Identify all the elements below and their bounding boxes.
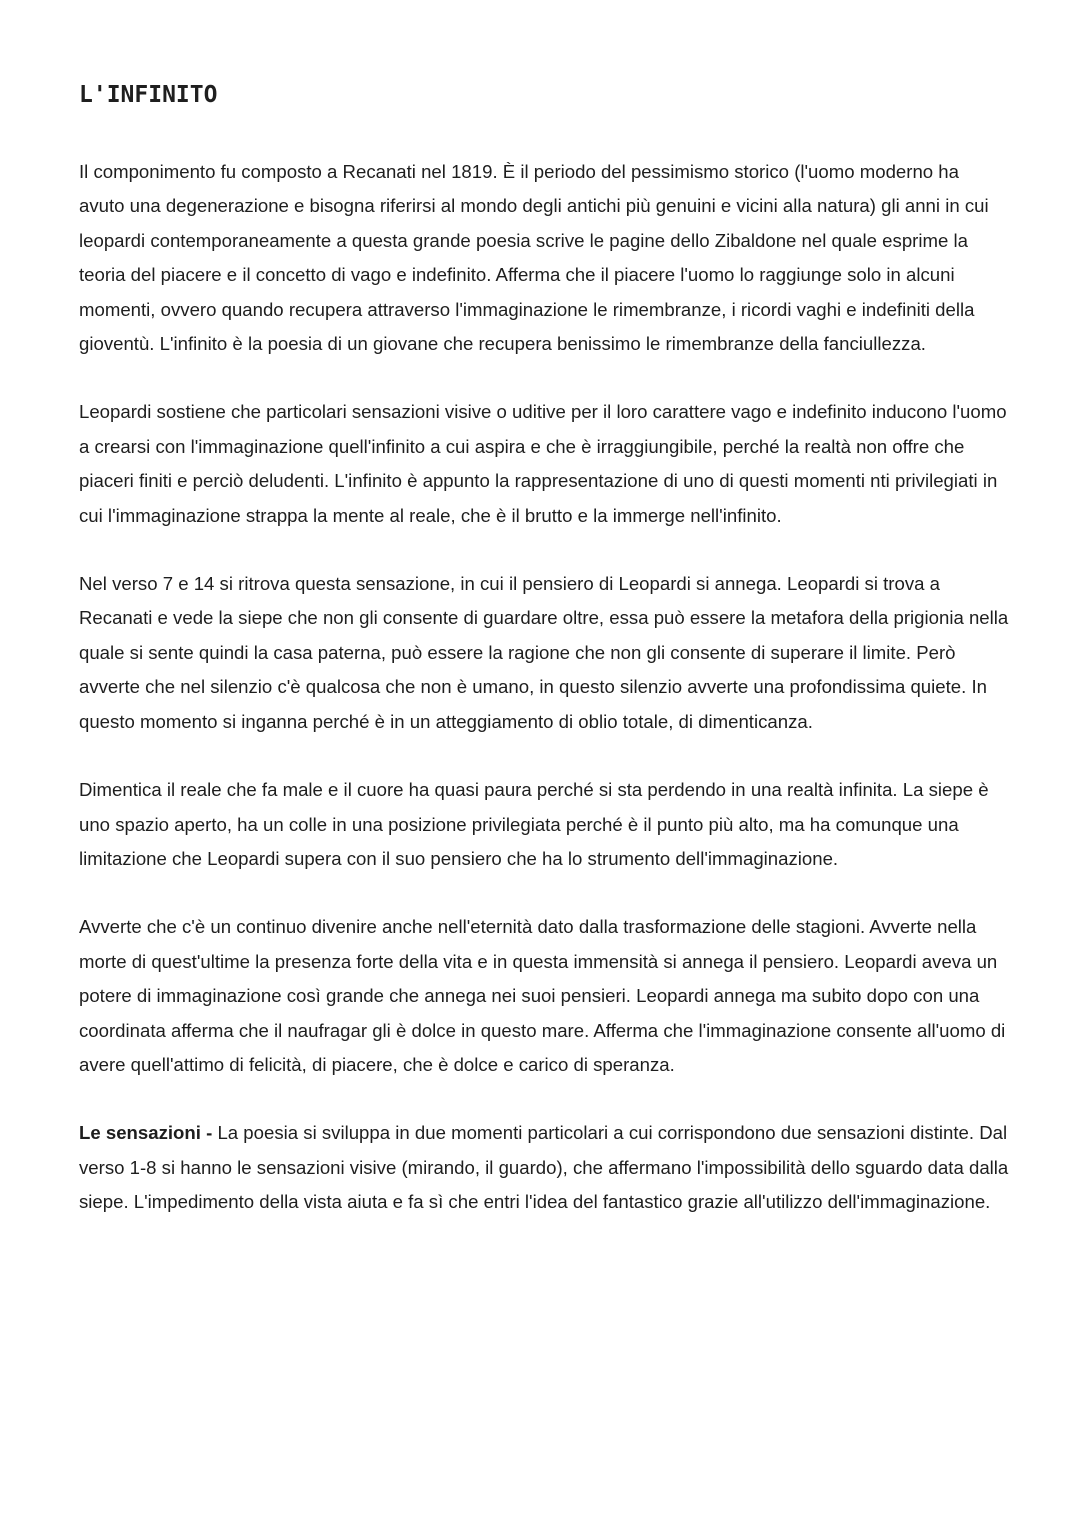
paragraph-2: Leopardi sostiene che particolari sensazioni visive o uditive per il loro carattere vago e indefinito inducono l'uomo a crearsi con l'immaginazione quell'infinito a cui aspira e che è irraggiungibile, perché la realtà non offre che piaceri finiti e perciò deludenti. L'infinito è appunto la rappresentazione di uno di questi momenti nti privilegiati in cui l'immaginazione strappa la mente al reale, che è il brutto e la immerge nell'infinito. — [79, 401, 1007, 526]
paragraph-3: Nel verso 7 e 14 si ritrova questa sensazione, in cui il pensiero di Leopardi si annega. Leopardi si trova a Recanati e vede la siepe che non gli consente di guardare oltre, essa può essere la metafora della prigionia nella quale si sente quindi la casa paterna, può essere la ragione che non gli consente di superare il limite. Però avverte che nel silenzio c'è qualcosa che non è umano, in questo silenzio avverte una profondissima quiete. In questo momento si inganna perché è in un atteggiamento di oblio totale, di dimenticanza. — [79, 573, 1009, 732]
paragraph-5: Avverte che c'è un continuo divenire anche nell'eternità dato dalla trasformazione delle stagioni. Avverte nella morte di quest'ultime la presenza forte della vita e in questa immensità si annega il pensiero. Leopardi aveva un potere di immaginazione così grande che annega nei suoi pensieri. Leopardi annega ma subito dopo con una coordinata afferma che il naufragar gli è dolce in questo mare. Afferma che l'immaginazione consente all'uomo di avere quell'attimo di felicità, di piacere, che è dolce e carico di speranza. — [79, 916, 1006, 1075]
paragraph-6-text: La poesia si sviluppa in due momenti particolari a cui corrispondono due sensazioni distinte. Dal verso 1-8 si hanno le sensazioni visive (mirando, il guardo), che affermano l'impossibilità dello sguardo data dalla siepe. L'impedimento della vista aiuta e fa sì che entri l'idea del fantastico grazie all'utilizzo dell'immaginazione. — [79, 1122, 1009, 1213]
paragraph-1: Il componimento fu composto a Recanati nel 1819. È il periodo del pessimismo storico (l'uomo moderno ha avuto una degenerazione e bisogna riferirsi al mondo degli antichi più genuini e vicini alla natura) gli anni in cui leopardi contemporaneamente a questa grande poesia scrive le pagine dello Zibaldone nel quale esprime la teoria del piacere e il concetto di vago e indefinito. Afferma che il piacere l'uomo lo raggiunge solo in alcuni momenti, ovvero quando recupera attraverso l'immaginazione le rimembranze, i ricordi vaghi e indefiniti della gioventù. L'infinito è la poesia di un giovane che recupera benissimo le rimembranze della fanciullezza. — [79, 161, 989, 355]
paragraph-4: Dimentica il reale che fa male e il cuore ha quasi paura perché si sta perdendo in una realtà infinita. La siepe è uno spazio aperto, ha un colle in una posizione privilegiata perché è il punto più alto, ma ha comunque una limitazione che Leopardi supera con il suo pensiero che ha lo strumento dell'immaginazione. — [79, 779, 989, 869]
document-body — [79, 155, 1009, 1254]
section-heading-sensazioni: Le sensazioni - — [79, 1122, 213, 1144]
document-title: L'INFINITO — [79, 82, 218, 108]
paragraph-6 — [79, 1116, 1009, 1219]
